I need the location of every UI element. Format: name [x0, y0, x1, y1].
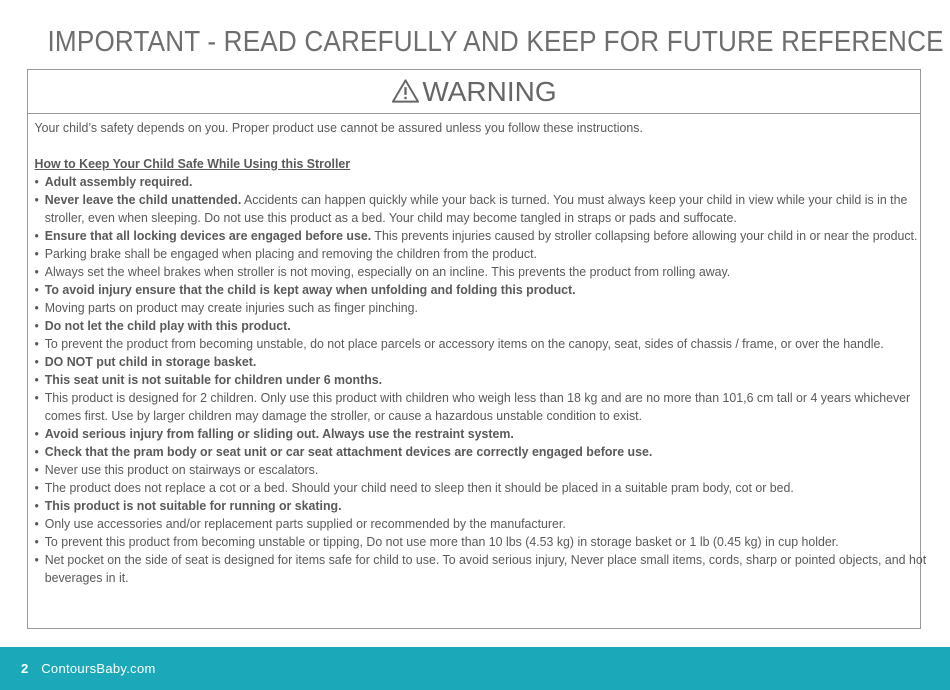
list-item: [35, 443, 928, 461]
item-bold-text: Check that the pram body or seat unit or car seat attachment devices are correctly engaged before use.: [44, 444, 653, 459]
section-subheading: How to Keep Your Child Safe While Using this Stroller: [34, 156, 351, 171]
list-item: [35, 515, 928, 533]
warning-content: [28, 114, 934, 587]
bullet-icon: •: [34, 390, 39, 405]
warning-list: [35, 173, 928, 587]
page-title: IMPORTANT - READ CAREFULLY AND KEEP FOR FUTURE REFERENCE: [47, 26, 944, 58]
list-item: [35, 497, 928, 515]
list-item: [35, 353, 928, 371]
bullet-icon: •: [34, 534, 39, 549]
item-text: Always set the wheel brakes when stroller is not moving, especially on an incline. This prevents the product from rolling away.: [44, 264, 731, 279]
website-link[interactable]: ContoursBaby.com: [41, 661, 156, 676]
list-item: [35, 533, 928, 551]
list-item: [35, 389, 928, 425]
bullet-icon: •: [34, 372, 39, 387]
item-bold-text: Never leave the child unattended.: [44, 192, 242, 207]
list-item: [35, 299, 928, 317]
bullet-icon: •: [34, 552, 39, 567]
warning-header: [28, 70, 920, 114]
bullet-icon: •: [34, 282, 39, 297]
bullet-icon: •: [34, 480, 39, 495]
item-text: The product does not replace a cot or a bed. Should your child need to sleep then it should be placed in a suitable pram body, cot or bed.: [44, 480, 794, 495]
item-text: This product is designed for 2 children. Only use this product with children who weigh less than 18 kg and are no more than 101,6 cm tall or 4 years whichever comes first. Use by larger children may damage the stroller, or cause a hazardous unstable condition to exist.: [44, 390, 911, 423]
list-item: [35, 335, 928, 353]
item-text: To prevent the product from becoming unstable, do not place parcels or accessory items on the canopy, seat, sides of chassis / frame, or over the handle.: [44, 336, 884, 351]
list-item: [35, 371, 928, 389]
page-number: 2: [21, 661, 29, 676]
item-text: Accidents can happen quickly while your back is turned. You must always keep your child in view while your child is in the stroller, even when sleeping. Do not use this product as a bed. Your child may become tangled in straps or pads and suffocate.: [44, 192, 908, 225]
bullet-icon: •: [34, 318, 39, 333]
item-text: Only use accessories and/or replacement parts supplied or recommended by the manufacturer.: [44, 516, 566, 531]
list-item: [35, 191, 928, 227]
bullet-icon: •: [34, 516, 39, 531]
bullet-icon: •: [34, 228, 39, 243]
bullet-icon: •: [34, 444, 39, 459]
bullet-icon: •: [34, 246, 39, 261]
item-text: This prevents injuries caused by stroller collapsing before allowing your child in or near the product.: [371, 228, 918, 243]
item-text: Net pocket on the side of seat is designed for items safe for child to use. To avoid serious injury, Never place small items, cords, sharp or pointed objects, and hot beverages in it.: [44, 552, 927, 585]
item-text: To prevent this product from becoming unstable or tipping, Do not use more than 10 lbs (4.53 kg) in storage basket or 1 lb (0.45 kg) in cup holder.: [44, 534, 839, 549]
item-bold-text: Ensure that all locking devices are engaged before use.: [44, 228, 372, 243]
item-bold-text: This product is not suitable for running or skating.: [44, 498, 342, 513]
item-bold-text: DO NOT put child in storage basket.: [44, 354, 257, 369]
warning-box: [27, 69, 927, 629]
list-item: [35, 227, 928, 245]
item-text: Never use this product on stairways or escalators.: [44, 462, 319, 477]
item-bold-text: Adult assembly required.: [44, 174, 193, 189]
bullet-icon: •: [34, 264, 39, 279]
bullet-icon: •: [34, 336, 39, 351]
list-item: [35, 245, 928, 263]
list-item: [35, 317, 928, 335]
warning-triangle-icon: [391, 78, 420, 104]
bullet-icon: •: [34, 462, 39, 477]
intro-text: Your child’s safety depends on you. Proper product use cannot be assured unless you follow these instructions.: [34, 120, 643, 135]
item-bold-text: This seat unit is not suitable for children under 6 months.: [44, 372, 383, 387]
list-item: [35, 425, 928, 443]
item-text: Parking brake shall be engaged when placing and removing the children from the product.: [44, 246, 537, 261]
list-item: [35, 461, 928, 479]
page-footer: [0, 647, 950, 690]
list-item: [35, 263, 928, 281]
bullet-icon: •: [34, 426, 39, 441]
item-bold-text: To avoid injury ensure that the child is kept away when unfolding and folding this product.: [44, 282, 576, 297]
list-item: [35, 479, 928, 497]
item-bold-text: Avoid serious injury from falling or sliding out. Always use the restraint system.: [44, 426, 514, 441]
item-text: Moving parts on product may create injuries such as finger pinching.: [44, 300, 418, 315]
bullet-icon: •: [34, 192, 39, 207]
bullet-icon: •: [34, 174, 39, 189]
bullet-icon: •: [34, 354, 39, 369]
warning-label: WARNING: [422, 75, 557, 107]
list-item: [35, 281, 928, 299]
list-item: [35, 173, 928, 191]
list-item: [35, 551, 928, 587]
bullet-icon: •: [34, 498, 39, 513]
item-bold-text: Do not let the child play with this product.: [44, 318, 291, 333]
bullet-icon: •: [34, 300, 39, 315]
